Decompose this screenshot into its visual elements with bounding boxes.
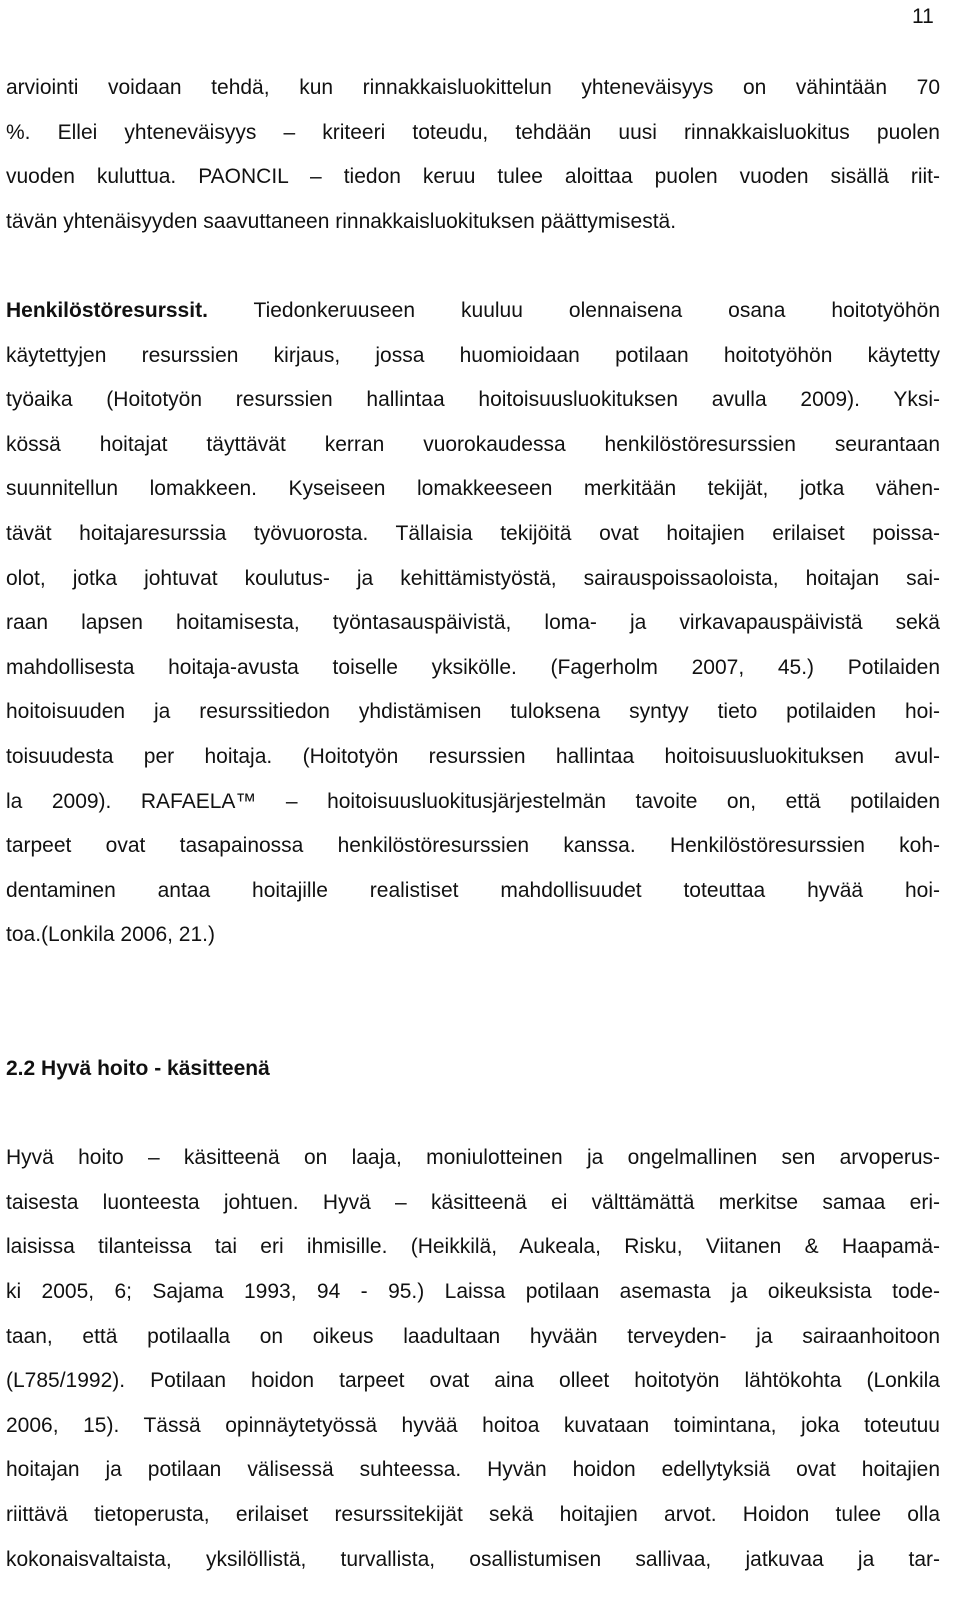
- paragraph-line: la 2009). RAFAELA™ – hoitoisuusluokitusjärjestelmän tavoite on, että potilaiden: [6, 789, 940, 813]
- paragraph-line: olot, jotka johtuvat koulutus- ja kehittämistyöstä, sairauspoissaoloista, hoitajan sai-: [6, 566, 940, 590]
- paragraph-line: tävän yhtenäisyyden saavuttaneen rinnakkaisluokituksen päättymisestä.: [6, 209, 677, 233]
- paragraph-3: [6, 1136, 940, 1582]
- page-number: 11: [912, 5, 934, 28]
- section-spacer: [6, 1092, 940, 1137]
- paragraph-line: laisissa tilanteissa tai eri ihmisille. (Heikkilä, Aukeala, Risku, Viitanen & Haapamä-: [6, 1235, 940, 1259]
- paragraph-line: tävät hoitajaresurssia työvuorosta. Tällaisia tekijöitä ovat hoitajien erilaiset poissa-: [6, 521, 940, 545]
- paragraph-lead-heading: Henkilöstöresurssit.: [6, 298, 208, 322]
- paragraph-line: taan, että potilaalla on oikeus laadultaan hyvään terveyden- ja sairaanhoitoon: [6, 1324, 940, 1348]
- paragraph-line: kössä hoitajat täyttävät kerran vuorokaudessa henkilöstöresurssien seurantaan: [6, 432, 940, 456]
- paragraph-line: käytettyjen resurssien kirjaus, jossa huomioidaan potilaan hoitotyöhön käytetty: [6, 343, 940, 367]
- paragraph-line: toa.(Lonkila 2006, 21.): [6, 923, 215, 947]
- paragraph-line: ki 2005, 6; Sajama 1993, 94 - 95.) Laissa potilaan asemasta ja oikeuksista tode-: [6, 1280, 940, 1304]
- paragraph-line: kokonaisvaltaista, yksilöllistä, turvallista, osallistumisen sallivaa, jatkuvaa ja tar-: [6, 1547, 940, 1571]
- section-spacer: [6, 958, 940, 1047]
- paragraph-line: 2006, 15). Tässä opinnäytetyössä hyvää hoitoa kuvataan toimintana, joka toteutuu: [6, 1413, 940, 1437]
- paragraph-line: arviointi voidaan tehdä, kun rinnakkaisluokittelun yhteneväisyys on vähintään 70: [6, 76, 940, 99]
- paragraph-line: (L785/1992). Potilaan hoidon tarpeet ovat aina olleet hoitotyön lähtökohta (Lonkila: [6, 1369, 940, 1393]
- paragraph-line-rest: Tiedonkeruuseen kuuluu olennaisena osana hoitotyöhön: [207, 298, 940, 322]
- paragraph-line: riittävä tietoperusta, erilaiset resurssitekijät sekä hoitajien arvot. Hoidon tulee olla: [6, 1503, 940, 1526]
- paragraph-line: suunnitellun lomakkeen. Kyseiseen lomakkeeseen merkitään tekijät, jotka vähen-: [6, 477, 940, 501]
- paragraph-2: [6, 289, 940, 958]
- paragraph-line: vuoden kuluttua. PAONCIL – tiedon keruu tulee aloittaa puolen vuoden sisällä riit-: [6, 165, 940, 189]
- paragraph-1: [6, 66, 940, 244]
- paragraph-line: raan lapsen hoitamisesta, työntasauspäivistä, loma- ja virkavapauspäivistä sekä: [6, 611, 940, 635]
- paragraph-line: dentaminen antaa hoitajille realistiset mahdollisuudet toteuttaa hyvää hoi-: [6, 878, 940, 902]
- paragraph-line: hoitoisuuden ja resurssitiedon yhdistämisen tuloksena syntyy tieto potilaiden hoi-: [6, 700, 940, 724]
- paragraph-line: taisesta luonteesta johtuen. Hyvä – käsitteenä ei välttämättä merkitse samaa eri-: [6, 1190, 940, 1214]
- paragraph-line: Hyvä hoito – käsitteenä on laaja, moniulotteinen ja ongelmallinen sen arvoperus-: [6, 1146, 940, 1170]
- paragraph-line: tarpeet ovat tasapainossa henkilöstöresurssien kanssa. Henkilöstöresurssien koh-: [6, 834, 940, 858]
- paragraph-line: %. Ellei yhteneväisyys – kriteeri toteudu, tehdään uusi rinnakkaisluokitus puolen: [6, 120, 940, 144]
- page-body: [6, 66, 940, 1582]
- paragraph-line: toisuudesta per hoitaja. (Hoitotyön resurssien hallintaa hoitoisuusluokituksen avul-: [6, 744, 940, 768]
- paragraph-line: työaika (Hoitotyön resurssien hallintaa hoitoisuusluokituksen avulla 2009). Yksi-: [6, 388, 940, 412]
- section-heading: 2.2 Hyvä hoito - käsitteenä: [6, 1057, 270, 1081]
- paragraph-line: hoitajan ja potilaan välisessä suhteessa. Hyvän hoidon edellytyksiä ovat hoitajien: [6, 1458, 940, 1482]
- paragraph-spacer: [6, 244, 940, 289]
- paragraph-line: mahdollisesta hoitaja-avusta toiselle yksikölle. (Fagerholm 2007, 45.) Potilaiden: [6, 655, 940, 679]
- paragraph-line-first: [6, 289, 940, 334]
